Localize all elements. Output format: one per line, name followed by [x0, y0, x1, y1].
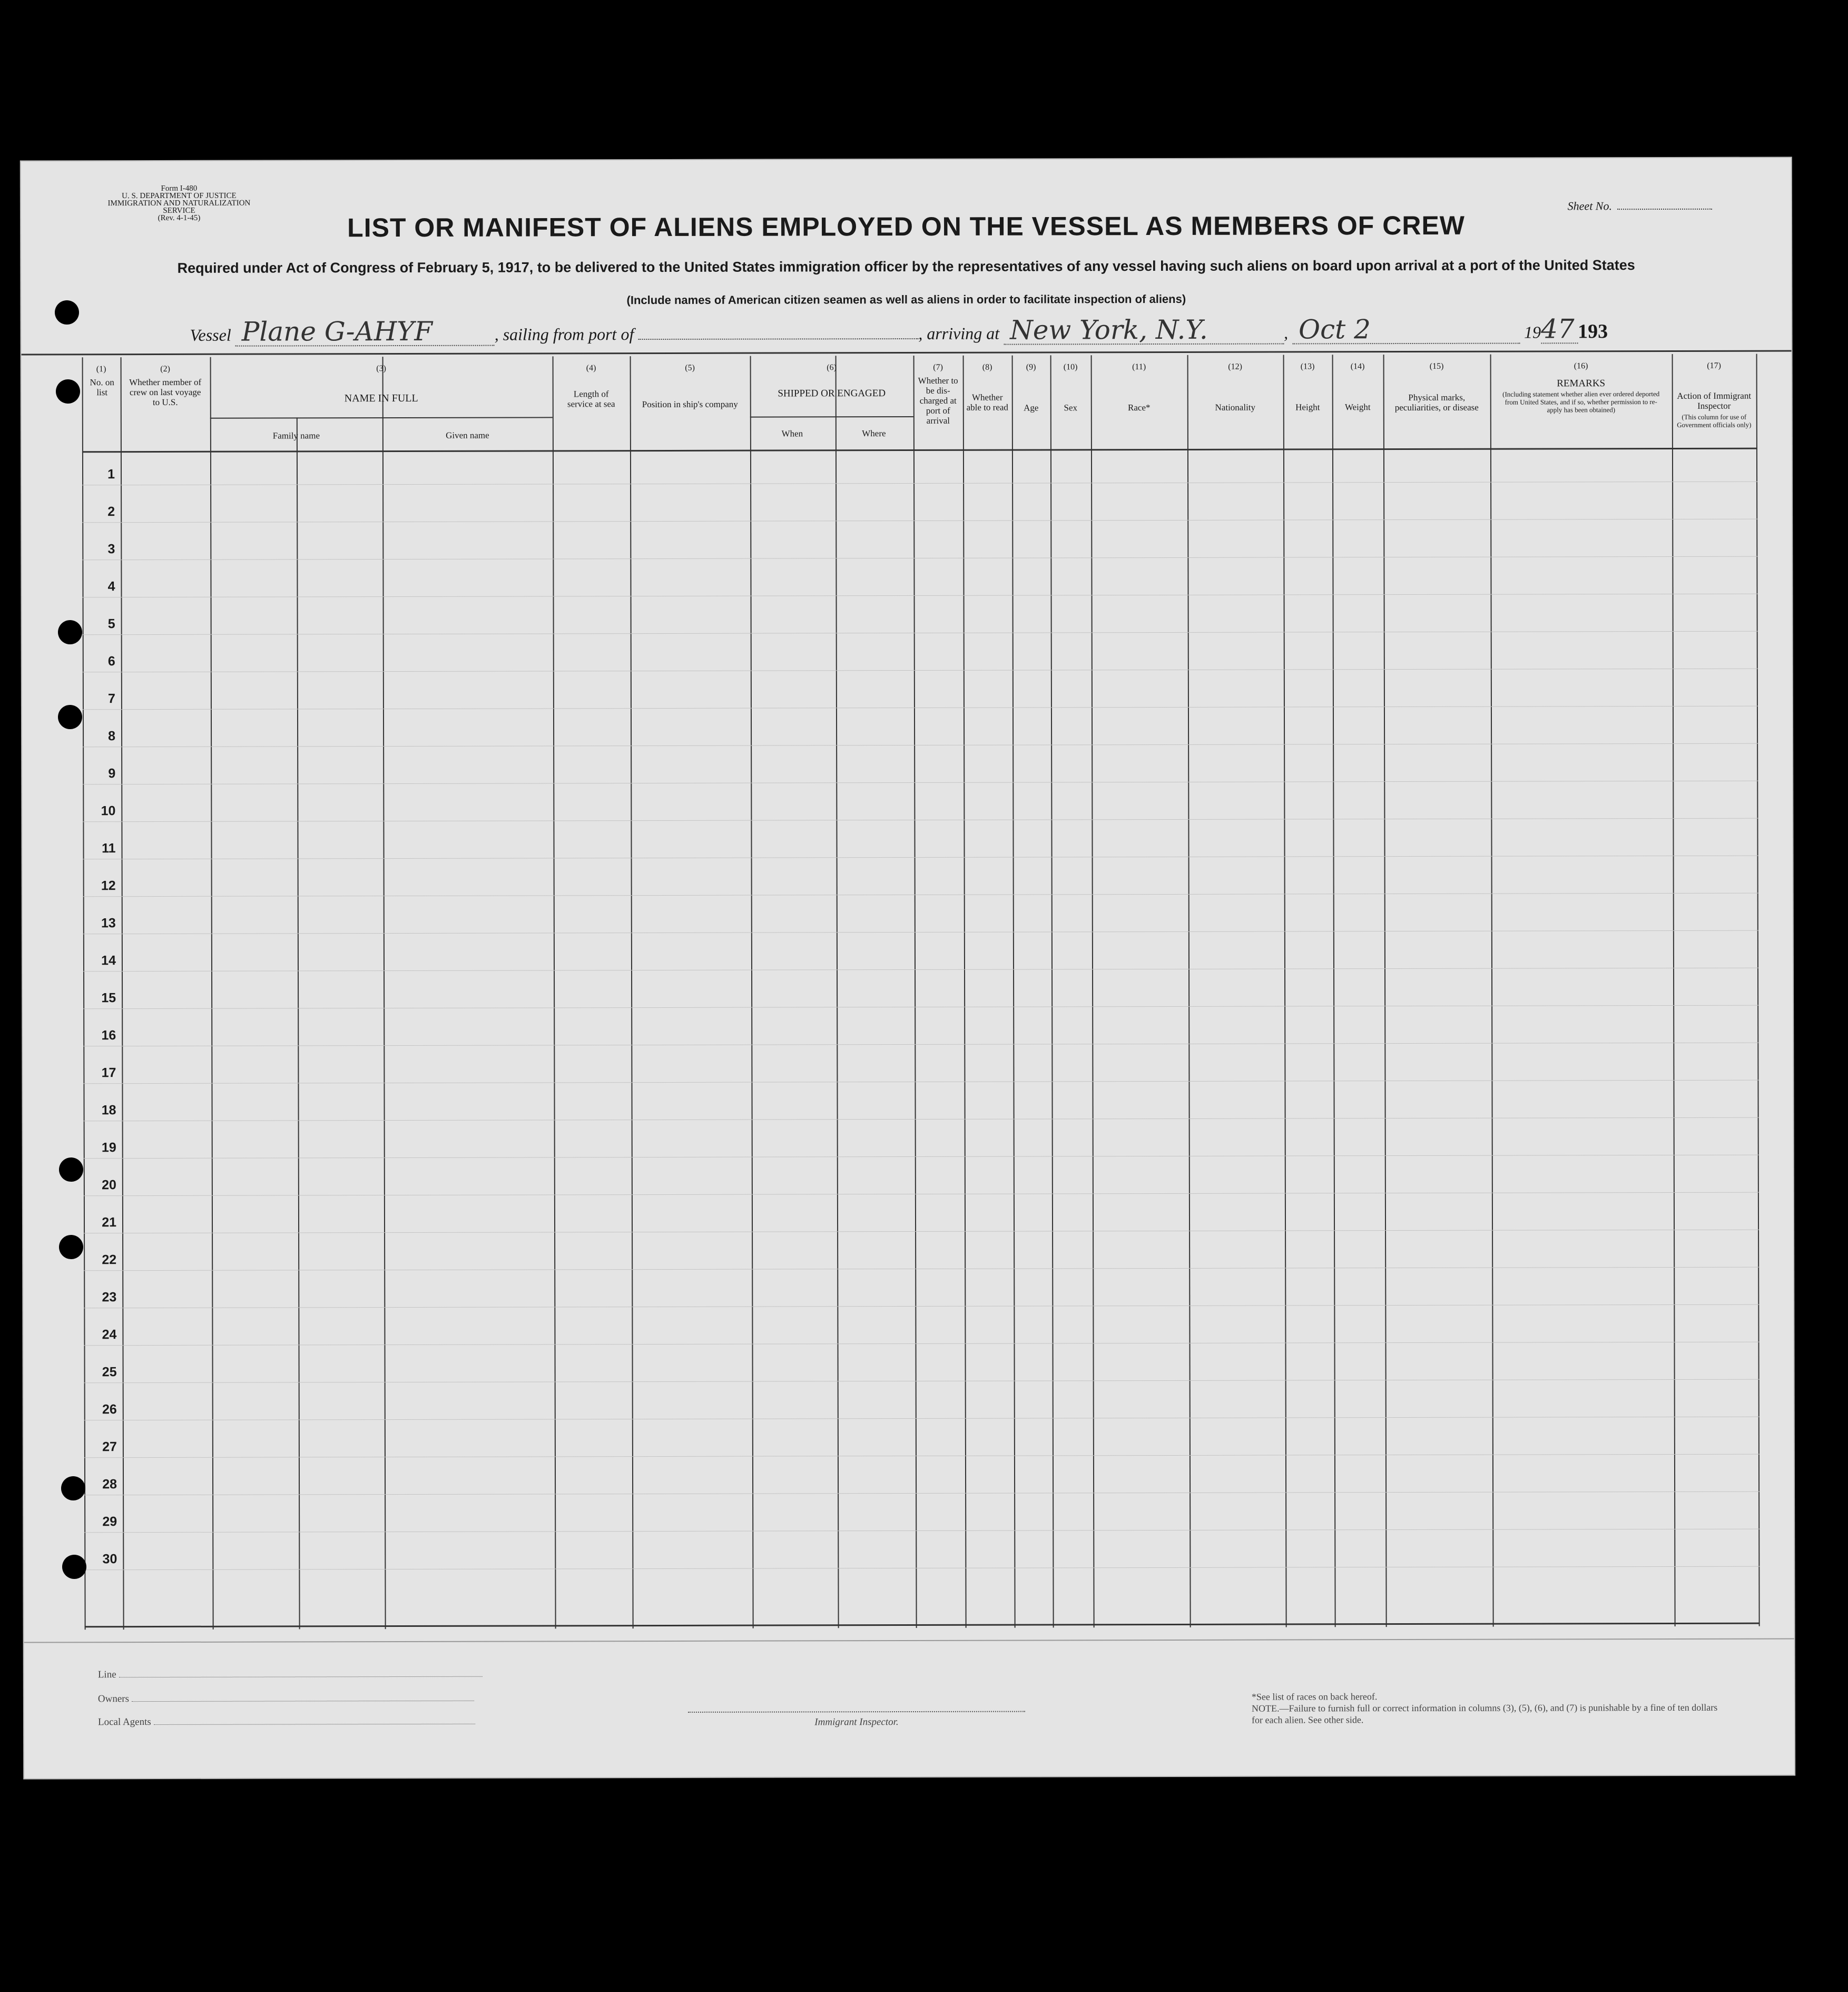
col8-number: (8): [982, 362, 992, 372]
note-label: NOTE.: [1251, 1703, 1280, 1714]
sheet-number-label: Sheet No.: [1567, 199, 1612, 213]
binder-hole: [59, 1157, 83, 1182]
row-number: 21: [102, 1215, 117, 1230]
agents-blank: [154, 1724, 475, 1725]
table-row: [84, 1417, 1759, 1421]
row-number: 7: [107, 691, 115, 706]
footer-rule: [24, 1638, 1794, 1643]
form-number: Form I-480: [161, 184, 198, 193]
row-number: 16: [101, 1028, 116, 1043]
row-number: 14: [101, 953, 116, 968]
table-row: [83, 1043, 1758, 1047]
row-number: 27: [102, 1439, 117, 1455]
table-row: [84, 1230, 1759, 1234]
row-number: 4: [107, 579, 115, 594]
col1-header: No. on list: [90, 377, 114, 398]
table-row: [83, 1080, 1758, 1084]
table-row: [83, 743, 1758, 748]
table-row: [84, 1192, 1759, 1196]
col16-note: (Including statement whether alien ever ordered deported from United States, and if so, whether permission to re-apply has been obtained): [1502, 390, 1660, 414]
note-text: —Failure to furnish full or correct information in columns (3), (5), (6), and (7) is punishable by a fine of ten dollars for each alien. See other side.: [1251, 1702, 1718, 1725]
row-number: 15: [101, 990, 116, 1006]
row-number: 9: [108, 766, 116, 781]
col8-header: Whether able to read: [966, 392, 1008, 413]
col5-number: (5): [685, 363, 695, 372]
table-row: [84, 1117, 1759, 1122]
row-number: 24: [102, 1327, 117, 1342]
table-row: [84, 1155, 1759, 1159]
line-label: Line: [97, 1669, 116, 1681]
row-number: 20: [102, 1177, 116, 1193]
owners-blank: [132, 1701, 474, 1702]
table-row: [83, 669, 1758, 673]
subtitle: Required under Act of Congress of February 5, 1917, to be delivered to the United States immigration officer by the representatives of any vessel having such aliens on board upon arrival at a port of the United States: [177, 257, 1635, 276]
table-row: [84, 1529, 1759, 1533]
footer-notes: [1252, 1690, 1726, 1726]
col2-header: Whether member of crew on last voyage to U.S.: [129, 377, 202, 407]
binder-hole: [58, 705, 82, 729]
table-row: [83, 631, 1758, 635]
line-field: [98, 1669, 483, 1681]
row-number: 5: [107, 616, 115, 632]
row-number: 12: [101, 878, 116, 894]
col15-number: (15): [1429, 361, 1444, 371]
col14-header: Weight: [1344, 402, 1371, 413]
col11-header: Race*: [1128, 403, 1151, 413]
col17-number: (17): [1707, 361, 1721, 370]
agents-label: Local Agents: [97, 1716, 151, 1728]
col2-number: (2): [160, 364, 170, 374]
arriving-label: , arriving at: [918, 323, 1000, 343]
row-number: 8: [108, 729, 116, 744]
row-number: 30: [102, 1552, 117, 1567]
inspector-signature-line: [688, 1711, 1025, 1713]
col10-number: (10): [1063, 362, 1078, 372]
col16-header: REMARKS: [1557, 378, 1606, 389]
col7-number: (7): [933, 362, 943, 372]
agents-field: [98, 1716, 475, 1728]
owners-label: Owners: [97, 1693, 130, 1705]
binder-hole: [62, 1555, 86, 1579]
vessel-label: Vessel: [190, 325, 231, 345]
row-number: 6: [107, 654, 115, 669]
vessel-line: Vessel Plane G-AHYF , sailing from port of , arriving at New York, N.Y. , Oct 2 1947 193: [190, 313, 1608, 347]
table-row: [84, 1491, 1759, 1496]
table-row: [82, 556, 1757, 561]
sailing-label: , sailing from port of: [494, 325, 634, 344]
col1-number: (1): [96, 365, 106, 374]
where-header: Where: [862, 428, 886, 439]
binder-hole: [58, 620, 82, 644]
crew-table: [82, 354, 1760, 1630]
row-number: 11: [102, 841, 116, 856]
col6-header: SHIPPED OR ENGAGED: [778, 388, 886, 399]
col4-number: (4): [586, 364, 596, 373]
form-revision: (Rev. 4-1-45): [158, 213, 201, 222]
service-name: IMMIGRATION AND NATURALIZATION SERVICE: [107, 199, 251, 215]
row-number: 1: [107, 467, 115, 482]
races-note: *See list of races on back hereof.: [1251, 1691, 1378, 1702]
col11-number: (11): [1132, 362, 1146, 372]
table-row: [83, 818, 1758, 822]
line-blank: [119, 1676, 482, 1677]
col12-number: (12): [1228, 362, 1242, 371]
binder-hole: [61, 1476, 85, 1500]
col5-header: Position in ship's company: [642, 399, 738, 410]
inspector-label: Immigrant Inspector.: [814, 1716, 899, 1728]
table-row: [84, 1566, 1759, 1571]
table-row: [83, 856, 1758, 860]
date-value: Oct 2: [1292, 316, 1520, 345]
arriving-value: New York, N.Y.: [1004, 316, 1284, 345]
table-row: [84, 1454, 1759, 1458]
col7-header: Whether to be dis-charged at port of arrival: [918, 375, 958, 426]
row-number: 23: [102, 1290, 117, 1305]
col4-header: Length of service at sea: [567, 389, 615, 409]
sailing-value: [638, 338, 918, 340]
vessel-value: Plane G-AHYF: [235, 318, 495, 347]
row-number: 17: [101, 1065, 116, 1081]
include-note: (Include names of American citizen seamen as well as aliens in order to facilitate inspection of aliens): [626, 292, 1186, 307]
col14-number: (14): [1350, 362, 1365, 371]
department-name: U. S. DEPARTMENT OF JUSTICE: [122, 191, 237, 201]
col9-number: (9): [1026, 362, 1036, 372]
owners-field: [98, 1693, 474, 1705]
table-row: [84, 1267, 1759, 1271]
col10-header: Sex: [1064, 403, 1078, 413]
row-number: 29: [102, 1514, 117, 1529]
table-row: [82, 519, 1757, 523]
col3-header: NAME IN FULL: [344, 392, 418, 405]
table-row: [83, 781, 1758, 785]
col15-header: Physical marks, peculiarities, or disease: [1394, 392, 1479, 413]
col9-header: Age: [1024, 403, 1039, 413]
row-number: 19: [101, 1140, 116, 1155]
row-number: 10: [101, 803, 116, 819]
given-name-header: Given name: [446, 430, 489, 440]
table-row: [83, 1005, 1758, 1009]
manifest-sheet: [21, 158, 1794, 1778]
table-row: [84, 1379, 1759, 1383]
page-title: LIST OR MANIFEST OF ALIENS EMPLOYED ON THE VESSEL AS MEMBERS OF CREW: [347, 210, 1466, 243]
table-row: [84, 1304, 1759, 1309]
row-number: 25: [102, 1365, 117, 1380]
col17-header: Action of Immigrant Inspector: [1677, 390, 1752, 411]
row-number: 28: [102, 1477, 117, 1492]
row-number: 18: [101, 1103, 116, 1118]
binder-hole: [56, 379, 80, 404]
col12-header: Nationality: [1215, 402, 1256, 413]
table-row: [83, 893, 1758, 897]
year-prefix: 19: [1524, 322, 1541, 342]
col13-number: (13): [1300, 362, 1315, 371]
table-row: [82, 482, 1757, 486]
year-handwritten: 47: [1541, 315, 1578, 344]
table-row: [84, 1342, 1759, 1346]
year-printed: 193: [1578, 320, 1608, 343]
table-row: [83, 930, 1758, 935]
table-row: [83, 968, 1758, 972]
row-number: 2: [107, 504, 115, 519]
binder-hole: [55, 300, 79, 325]
row-number: 13: [101, 916, 116, 931]
table-row: [83, 706, 1758, 710]
binder-hole: [59, 1235, 83, 1259]
col16-number: (16): [1574, 361, 1588, 371]
col6-number: (6): [827, 363, 837, 372]
row-number: 26: [102, 1402, 117, 1417]
family-name-header: Family name: [272, 430, 320, 441]
col13-header: Height: [1295, 402, 1320, 413]
row-number: 22: [102, 1252, 117, 1268]
row-number: 3: [107, 542, 115, 557]
col17-note: (This column for use of Government officials only): [1677, 413, 1752, 429]
col3-number: (3): [376, 364, 386, 374]
when-header: When: [781, 428, 803, 439]
table-row: [83, 594, 1758, 598]
